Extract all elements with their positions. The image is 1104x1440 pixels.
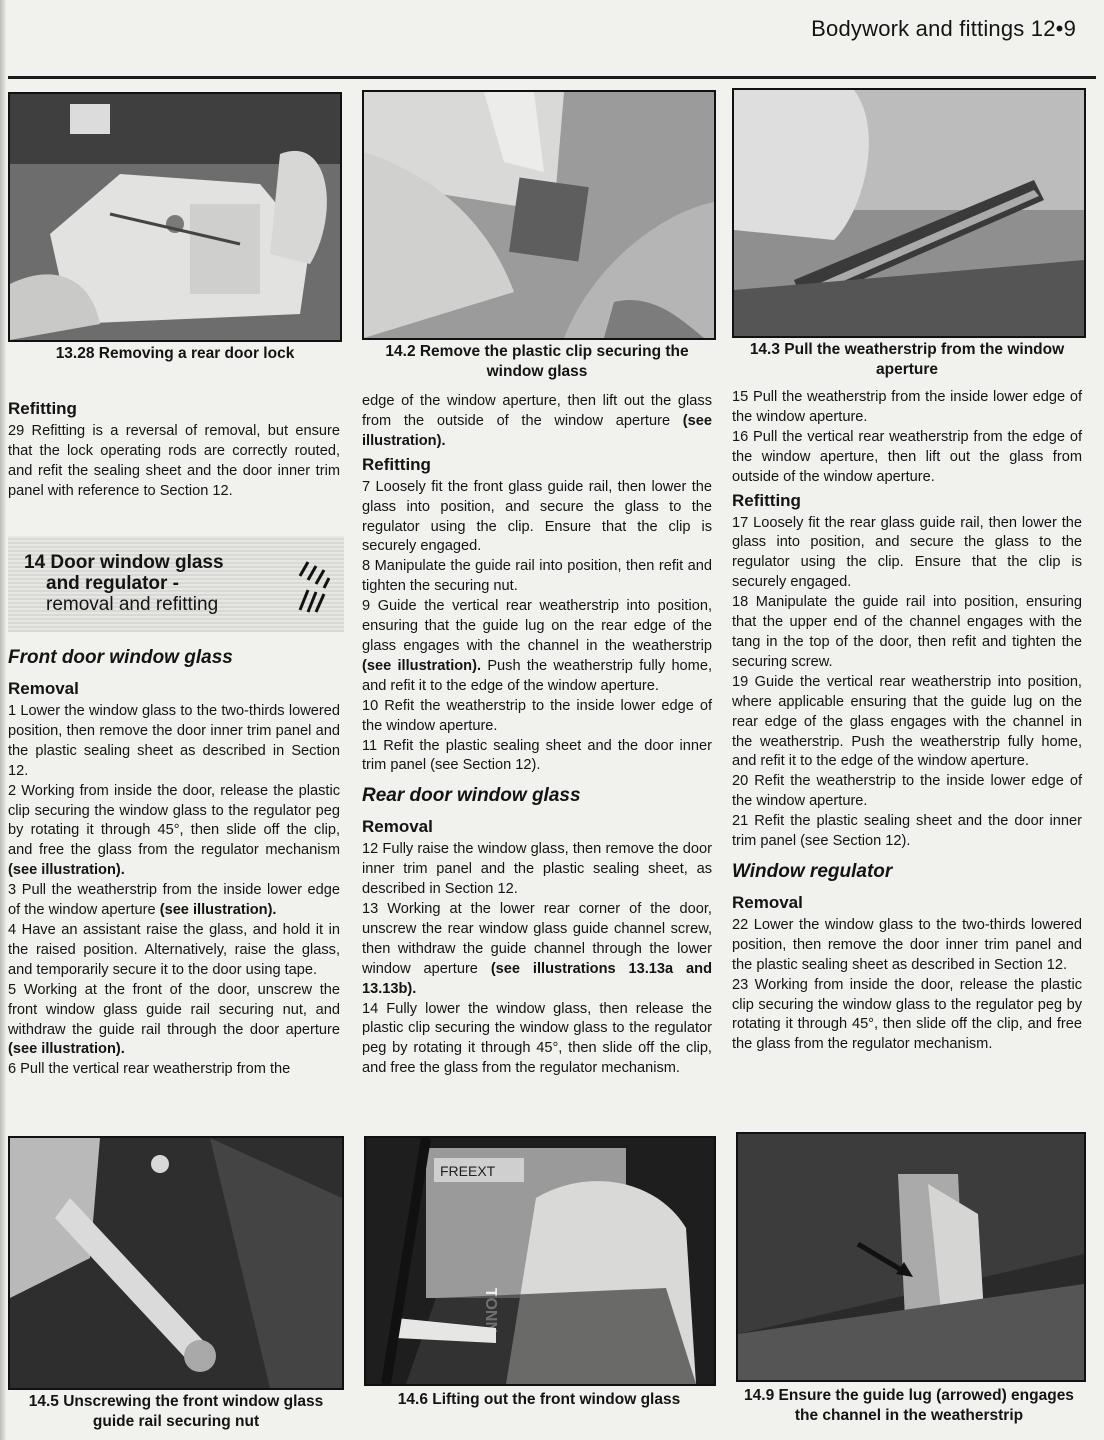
paragraph-13-text: 13 Working at the lower rear corner of the door, unscrew the rear window glass guide channel screw, then withdraw the guide channel through the lower window aperture bbox=[362, 901, 712, 977]
heading-front-door-window-glass: Front door window glass bbox=[8, 647, 233, 668]
photo-lifting-glass bbox=[364, 1136, 716, 1386]
caption-14-5: 14.5 Unscrewing the front window glass guide rail securing nut bbox=[28, 1393, 324, 1430]
subheading-refitting-3: Refitting bbox=[732, 490, 801, 510]
paragraph-29: 29 Refitting is a reversal of removal, but ensure that the lock operating rods are correctly routed, and refit the sealing sheet and the door inner trim panel with reference to Section 12. bbox=[8, 423, 340, 499]
column-2 bbox=[362, 392, 712, 1079]
caption-14-9: 14.9 Ensure the guide lug (arrowed) engages the channel in the weatherstrip bbox=[744, 1387, 1074, 1424]
subheading-refitting: Refitting bbox=[8, 399, 77, 418]
section-title-line2: and regulator - bbox=[46, 573, 180, 594]
paragraph-22: 22 Lower the window glass to the two-thirds lowered position, then remove the door inner trim panel and the plastic sealing sheet as described in Section 12. bbox=[732, 916, 1082, 973]
paragraph-2 bbox=[8, 782, 340, 882]
column-3 bbox=[732, 388, 1082, 1055]
paragraph-6-start: 6 Pull the vertical rear weatherstrip from the bbox=[8, 1061, 291, 1078]
subheading-removal-2: Removal bbox=[362, 817, 433, 837]
paragraph-3-ref: (see illustration). bbox=[159, 902, 277, 919]
caption-14-2: 14.2 Remove the plastic clip securing the window glass bbox=[385, 343, 689, 380]
heading-rear-door-window-glass: Rear door window glass bbox=[362, 785, 581, 807]
paragraph-13-ref: (see illustrations 13.13a and 13.13b). bbox=[362, 960, 712, 997]
subheading-refitting-2: Refitting bbox=[362, 454, 431, 474]
column-1 bbox=[8, 396, 340, 502]
paragraph-6c-ref: (see illustration). bbox=[362, 412, 712, 449]
paragraph-9-ref: (see illustration). bbox=[362, 657, 482, 674]
paragraph-15: 15 Pull the weatherstrip from the inside lower edge of the window aperture. bbox=[732, 389, 1082, 425]
paragraph-18: 18 Manipulate the guide rail into position, ensuring that the upper end of the channel engages with the tang in the top of the door, then refit and tighten the securing screw. bbox=[732, 594, 1082, 670]
paragraph-4: 4 Have an assistant raise the glass, and hold it in the raised position. Alternatively, raise the glass, and temporarily secure it to the door using tape. bbox=[8, 921, 340, 978]
paragraph-6c-text: edge of the window aperture, then lift out the glass from the outside of the window aperture bbox=[362, 393, 712, 429]
paragraph-1: 1 Lower the window glass to the two-thirds lowered position, then remove the door inner trim panel and the plastic sealing sheet as described in Section 12. bbox=[8, 703, 340, 779]
paragraph-13 bbox=[362, 900, 712, 1000]
paragraph-3-text: 3 Pull the weatherstrip from the inside lower edge of the window aperture bbox=[8, 882, 340, 919]
page-header bbox=[0, 0, 1104, 80]
paragraph-8: 8 Manipulate the guide rail into position, then refit and tighten the securing nut. bbox=[362, 558, 712, 595]
section-title-line1: Door window glass bbox=[50, 552, 224, 573]
photo-weatherstrip bbox=[732, 88, 1086, 338]
paragraph-20: 20 Refit the weatherstrip to the inside lower edge of the window aperture. bbox=[732, 773, 1082, 810]
paragraph-2-ref: (see illustration). bbox=[8, 862, 125, 879]
section-14-box bbox=[8, 536, 344, 632]
photo-plastic-clip bbox=[362, 90, 716, 340]
paragraph-6-continued bbox=[362, 392, 712, 452]
caption-13-28: 13.28 Removing a rear door lock bbox=[55, 345, 295, 362]
paragraph-23: 23 Working from inside the door, release the plastic clip securing the window glass to the regulator peg by rotating it through 45°, then slide off the clip, and free the glass from the regulator mechanism. bbox=[732, 976, 1082, 1053]
paragraph-5-ref: (see illustration). bbox=[8, 1041, 125, 1058]
subheading-removal-3: Removal bbox=[732, 892, 803, 912]
header-rule bbox=[8, 76, 1096, 79]
paragraph-2-text: 2 Working from inside the door, release the plastic clip securing the window glass to the regulator peg by rotating it through 45°, then slide off the clip, and free the glass from the regulator mechanism bbox=[8, 782, 340, 859]
paragraph-9-text: 9 Guide the vertical rear weatherstrip into position, ensuring that the guide lug on the rear edge of the glass engages with the channel in the weatherstrip bbox=[362, 598, 712, 654]
caption-14-3: 14.3 Pull the weatherstrip from the window aperture bbox=[749, 341, 1065, 378]
paragraph-11: 11 Refit the plastic sealing sheet and the door inner trim panel (see Section 12). bbox=[362, 737, 712, 774]
paragraph-9 bbox=[362, 597, 712, 697]
paragraph-3 bbox=[8, 881, 340, 921]
section-title-line3: removal and refitting bbox=[46, 594, 219, 615]
sign-freext: FREEXT bbox=[440, 1163, 496, 1179]
paragraph-14: 14 Fully lower the window glass, then release the plastic clip securing the window glass to the regulator peg by rotating it through 45°, then slide off the clip, and free the glass from the regulator mechanism. bbox=[362, 1000, 712, 1077]
photo-guide-lug bbox=[736, 1132, 1086, 1382]
heading-window-regulator: Window regulator bbox=[732, 860, 893, 882]
paragraph-9-cont: Push the weatherstrip fully home, and refit it to the edge of the window aperture. bbox=[362, 657, 713, 694]
page-edge-shadow bbox=[0, 0, 6, 1440]
page-title: Bodywork and fittings 12•9 bbox=[811, 16, 1076, 41]
difficulty-spanner-icon bbox=[296, 556, 330, 614]
photo-unscrewing-nut bbox=[8, 1136, 344, 1390]
column-1-continued bbox=[8, 644, 340, 1080]
paragraph-16: 16 Pull the vertical rear weatherstrip from the edge of the window aperture, then lift out the glass from outside of the window aperture. bbox=[732, 428, 1082, 485]
section-number: 14 bbox=[24, 552, 46, 573]
paragraph-19: 19 Guide the vertical rear weatherstrip into position, where applicable ensuring that the guide lug on the rear edge of the glass engages with the channel in the weatherstrip. Push the weatherstrip fully home, and refit it to the edge of the window aperture. bbox=[732, 673, 1082, 770]
subheading-removal: Removal bbox=[8, 679, 79, 698]
caption-14-6: 14.6 Lifting out the front window glass bbox=[397, 1391, 681, 1408]
photo-rear-door-lock bbox=[8, 92, 342, 342]
paragraph-10: 10 Refit the weatherstrip to the inside lower edge of the window aperture. bbox=[362, 697, 712, 734]
paragraph-7: 7 Loosely fit the front glass guide rail, then lower the glass into position, and secure the glass to the regulator using the clip. Ensure that the clip is securely engaged. bbox=[362, 478, 712, 555]
paragraph-21: 21 Refit the plastic sealing sheet and the door inner trim panel (see Section 12). bbox=[732, 813, 1082, 850]
paragraph-5-text: 5 Working at the front of the door, unscrew the front window glass guide rail securing nut, and withdraw the guide rail through the door aperture bbox=[8, 981, 340, 1038]
paragraph-12: 12 Fully raise the window glass, then remove the door inner trim panel and the plastic sealing sheet, as described in Section 12. bbox=[362, 841, 712, 898]
paragraph-5 bbox=[8, 981, 340, 1061]
section-title bbox=[24, 552, 224, 615]
paragraph-17: 17 Loosely fit the rear glass guide rail, then lower the glass into position, and secure the glass to the regulator using the clip. Ensure that the clip is securely engaged. bbox=[732, 514, 1082, 591]
